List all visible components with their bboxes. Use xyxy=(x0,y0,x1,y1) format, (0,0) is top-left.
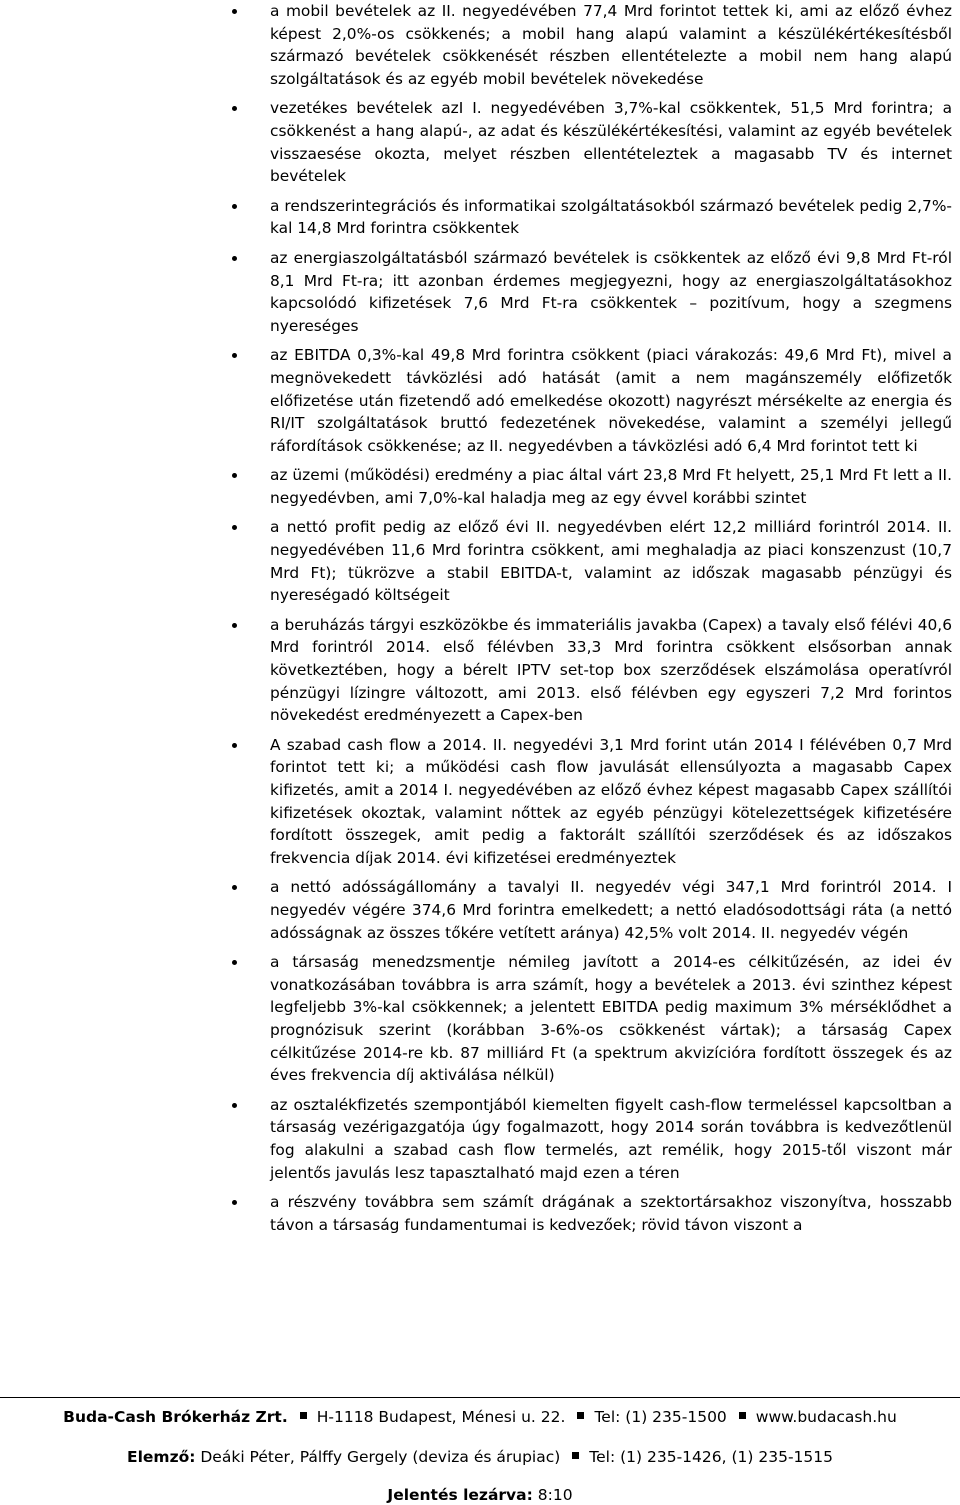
bullet-icon xyxy=(232,1103,237,1108)
bullet-icon xyxy=(232,353,237,358)
list-item xyxy=(0,951,952,1087)
list-item xyxy=(0,734,952,870)
bullet-text: a beruházás tárgyi eszközökbe és immateriális javakba (Capex) a tavaly első félévi 40,6 Mrd forintról 2014. első félévben 33,3 Mrd forintra csökkent elsősorban annak következtében, hogy a bérelt IPTV set-top box szerződések elszámolása operatívról pénzügyi lízingre változott, ami 2013. első félévben egy egyszeri 7,2 Mrd forintos növekedést eredményezett a Capex-ben xyxy=(270,615,952,725)
square-bullet-icon xyxy=(577,1412,584,1419)
bullet-text: az EBITDA 0,3%-kal 49,8 Mrd forintra csökkent (piaci várakozás: 49,6 Mrd Ft), mivel a megnövekedett távközlési adó hatását (amit a nem magánszemély előfizetők előfizetése után fizetendő adó emelkedése okozott) nagyrészt mérsékelte az energia és RI/IT szolgáltatások bruttó fedezetének növekedése, valamint a személyi jellegű ráfordítások csökkenése; az II. negyedévben a távközlési adó 6,4 Mrd forintot tett ki xyxy=(270,346,952,455)
bullet-icon xyxy=(232,1200,237,1205)
bullet-icon xyxy=(232,525,237,530)
bullet-text: az üzemi (működési) eredmény a piac által várt 23,8 Mrd Ft helyett, 25,1 Mrd Ft lett a II. negyedévben, ami 7,0%-kal haladja meg az egy évvel korábbi szintet xyxy=(270,466,952,507)
bullet-text: vezetékes bevételek azI I. negyedévében 3,7%-kal csökkentek, 51,5 Mrd forintra; a csökkenést a hang alapú-, az adat és készülékértékesítési, valamint az egyéb bevételek visszaesése okozta, melyet részben ellentételeztek a magasabb TV és internet bevételek xyxy=(270,99,952,186)
list-item xyxy=(0,195,952,240)
closing-label: Jelentés lezárva: xyxy=(387,1486,533,1504)
analyst-names: Deáki Péter, Pálffy Gergely (deviza és árupiac) xyxy=(200,1448,561,1466)
footer-closing-line xyxy=(0,1486,960,1504)
closing-time: 8:10 xyxy=(537,1486,573,1504)
bullet-text: a rendszerintegrációs és informatikai szolgáltatásokból származó bevételek pedig 2,7%-kal 14,8 Mrd forintra csökkentek xyxy=(270,196,952,238)
bullet-icon xyxy=(232,885,237,890)
bullet-icon xyxy=(232,106,237,111)
list-item xyxy=(0,1191,952,1236)
footer-analyst-line xyxy=(0,1448,960,1466)
bullet-icon xyxy=(232,623,237,628)
list-item xyxy=(0,614,952,727)
list-item xyxy=(0,1094,952,1184)
bullet-text: A szabad cash flow a 2014. II. negyedévi 3,1 Mrd forint után 2014 I félévében 0,7 Mrd forintot tett ki; a működési cash flow javulását ellensúlyozta a magasabb Capex kifizetés, amit a 2014 I. negyedévében az előző évhez képest magasabb Capex szállítói kifizetések okoztak, valamint nőttek az egyéb pénzügyi kötelezettségek kifizetésére fordított összegek, amit pedig a faktorált szállítói szerződések és az időszakos frekvencia díjak 2014. évi kifizetései eredményeztek xyxy=(270,735,952,867)
bullet-text: a mobil bevételek az II. negyedévében 77,4 Mrd forintot tettek ki, ami az előző évhez képest 2,0%-os csökkenés; a mobil hang alapú valamint a készülékértékesítésből származó bevételek csökkenését részben ellentételezte a mobil nem hang alapú szolgáltatások és az egyéb mobil bevételek növekedése xyxy=(270,2,952,88)
company-phone: Tel: (1) 235-1500 xyxy=(594,1408,727,1426)
list-item xyxy=(0,0,952,90)
list-item xyxy=(0,97,952,187)
bullet-icon xyxy=(232,204,237,209)
bullet-text: a részvény továbbra sem számít drágának a szektortársakhoz viszonyítva, hosszabb távon a társaság fundamentumai is kedvezőek; rövid távon viszont a xyxy=(270,1193,952,1234)
company-name: Buda-Cash Brókerház Zrt. xyxy=(63,1408,288,1426)
footer-company-line xyxy=(0,1408,960,1426)
bullet-text: a társaság menedzsmentje némileg javított a 2014-es célkitűzésén, az idei év vonatkozásában továbbra is arra számít, hogy a bevételek a 2013. évi szinthez képest legfeljebb 3%-kal csökkennek; a jelentett EBITDA pedig maximum 3% mérséklődhet a prognózisuk szerint (korábban 3-6%-os csökkenést vártak); a társaság Capex célkitűzése 2014-re kb. 87 milliárd Ft (a spektrum akvizícióra fordított összegek és az éves frekvencia díj aktiválása nélkül) xyxy=(270,953,952,1085)
list-item xyxy=(0,516,952,606)
company-address: H-1118 Budapest, Ménesi u. 22. xyxy=(316,1408,566,1426)
square-bullet-icon xyxy=(572,1452,579,1459)
analyst-label: Elemző: xyxy=(127,1448,196,1466)
list-item xyxy=(0,344,952,457)
square-bullet-icon xyxy=(739,1412,746,1419)
bullet-icon xyxy=(232,473,237,478)
footer-divider xyxy=(0,1397,960,1398)
bullet-icon xyxy=(232,256,237,261)
bullet-text: az osztalékfizetés szempontjából kiemelten figyelt cash-flow termeléssel kapcsoltban a társaság vezérigazgatója úgy fogalmazott, hogy 2014 során továbbra is kedvezőtlenül fog alakulni a szabad cash flow termelés, azt remélik, hogy 2015-től viszont már jelentős javulás lesz tapasztalható majd ezen a téren xyxy=(270,1095,952,1182)
bullet-icon xyxy=(232,9,237,14)
square-bullet-icon xyxy=(300,1412,307,1419)
analyst-phone: Tel: (1) 235-1426, (1) 235-1515 xyxy=(589,1448,833,1466)
list-item xyxy=(0,247,952,337)
bullet-text: az energiaszolgáltatásból származó bevételek is csökkentek az előző évi 9,8 Mrd Ft-ról 8,1 Mrd Ft-ra; itt azonban érdemes megjegyezni, hogy az energiaszolgáltatásokhoz kapcsolódó kifizetések 7,6 Mrd Ft-ra csökkentek – pozitívum, hogy a szegmens nyereséges xyxy=(270,248,952,335)
bullet-icon xyxy=(232,960,237,965)
bullet-text: a nettó profit pedig az előző évi II. negyedévben elért 12,2 milliárd forintról 2014. II. negyedévében 11,6 Mrd forintra csökkent, ami meghaladja az piaci konszenzust (10,7 Mrd Ft); tükrözve a stabil EBITDA-t, valamint az időszak magasabb pénzügyi és nyereségadó költségeit xyxy=(270,518,952,605)
list-item xyxy=(0,464,952,509)
list-item xyxy=(0,876,952,944)
company-website-link[interactable]: www.budacash.hu xyxy=(755,1408,897,1426)
bullet-icon xyxy=(232,743,237,748)
bullet-text: a nettó adósságállomány a tavalyi II. negyedév végi 347,1 Mrd forintról 2014. I negyedév végére 374,6 Mrd forintra emelkedett; a nettó eladósodottsági ráta (a nettó adósságnak az összes tőkére vetített aránya) 42,5% volt 2014. II. negyedév végén xyxy=(270,878,952,942)
